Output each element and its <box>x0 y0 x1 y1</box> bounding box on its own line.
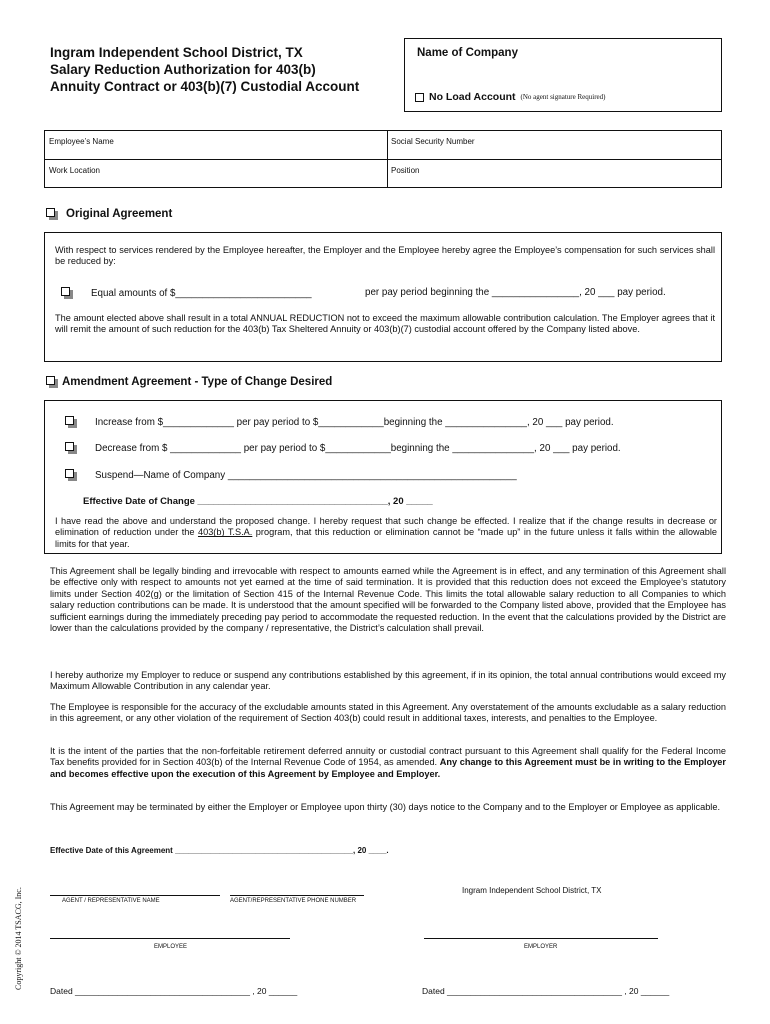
annual-reduction-note: The amount elected above shall result in a total ANNUAL REDUCTION not to exceed the maximum allowable contribution calculation. The Employer agrees that it will remit the amount of such reduction for the 403(b) Tax Sheltered Annuity or 403(b)(7) custodial account offered by the Company listed above. <box>55 313 715 335</box>
amendment-title: Amendment Agreement - Type of Change Desired <box>62 376 333 388</box>
suspend-row <box>65 469 517 481</box>
decrease-checkbox[interactable] <box>65 442 77 454</box>
decrease-row <box>65 442 621 454</box>
increase-row <box>65 416 614 428</box>
original-agreement-heading <box>46 208 172 220</box>
title-line-3: Annuity Contract or 403(b)(7) Custodial Account <box>50 79 360 94</box>
original-agreement-box <box>44 232 722 362</box>
read-note-text: I have read the above and understand the proposed change. I hereby request that such change be effected. I realize that if the change results in decrease or elimination of reduction under the <box>55 516 717 538</box>
employee-info-table <box>44 130 722 188</box>
read-note-text-end: program, that this reduction or elimination cannot be “made up” in the future unless it falls within the allowable limits for that year. <box>55 527 717 549</box>
table-divider <box>45 159 721 160</box>
amendment-heading <box>46 376 332 388</box>
employee-label: EMPLOYEE <box>154 944 188 950</box>
equal-amounts-row <box>61 287 312 299</box>
employer-dated-field[interactable]: Dated _____________________________________ , 20 ______ <box>422 986 670 996</box>
employer-signature-line[interactable] <box>424 938 658 939</box>
agent-name-label: AGENT / REPRESENTATIVE NAME <box>62 898 160 904</box>
position-label: Position <box>391 166 420 175</box>
authorize-paragraph: I hereby authorize my Employer to reduce or suspend any contributions established by this agreement, if in its opinion, the total annual contributions would exceed my Maximum Allowable Contribution in any calendar year. <box>50 670 726 692</box>
work-location-label: Work Location <box>49 166 100 175</box>
effective-agreement-date: Effective Date of this Agreement ________________________________________, 20 ____. <box>50 846 389 855</box>
tsa-link-text: 403(b) T.S.A. <box>197 527 253 538</box>
original-agreement-title: Original Agreement <box>66 208 173 220</box>
original-intro-text: With respect to services rendered by the Employee hereafter, the Employer and the Employee hereby agree the Employee’s compensation for such services shall be reduced by: <box>55 245 715 267</box>
form-title <box>50 44 359 95</box>
original-agreement-checkbox[interactable] <box>46 208 58 220</box>
employee-dated-field[interactable]: Dated _____________________________________ , 20 ______ <box>50 986 298 996</box>
equal-amounts-checkbox[interactable] <box>61 287 73 299</box>
district-name-signature: Ingram Independent School District, TX <box>462 886 602 895</box>
intent-paragraph <box>50 746 726 780</box>
decrease-text: Decrease from $ _____________ per pay period to $____________beginning the _______________, 20 ___ pay period. <box>95 442 621 454</box>
intent-bold-text: Any change to this Agreement must be in writing to the Employer and becomes effective upon the execution of this Agreement by Employee and Employer. <box>50 757 726 779</box>
agent-phone-line[interactable] <box>230 895 364 896</box>
company-name-label: Name of Company <box>417 47 518 59</box>
read-understand-note <box>55 516 717 550</box>
suspend-checkbox[interactable] <box>65 469 77 481</box>
amendment-checkbox[interactable] <box>46 376 58 388</box>
title-line-2: Salary Reduction Authorization for 403(b) <box>50 62 316 77</box>
no-load-row <box>415 91 605 103</box>
equal-amounts-text: Equal amounts of $_________________________ <box>91 287 312 299</box>
employer-label: EMPLOYER <box>524 944 558 950</box>
responsibility-paragraph: The Employee is responsible for the accuracy of the excludable amounts stated in this Agreement. Any overstatement of the amounts excludable as a salary reduction in this agreement, or any other violation of the requirement of Section 403(b) could result in additional taxes, interests, and penalties to the Employee. <box>50 702 726 724</box>
effective-change-date: Effective Date of Change ____________________________________, 20 _____ <box>83 496 433 507</box>
binding-paragraph: This Agreement shall be legally binding and irrevocable with respect to amounts earned while the Agreement is in effect, and any termination of this Agreement shall be effective only with respect to amounts not yet earned at the time of said termination. It is provided that this reduction does not exceed the Employee’s statutory limits under Section 402(g) or the limitation of Section 415 of the Internal Revenue Code. This limits the total allowable salary reduction to all Companies to which salary reduction contributions can be made. It is understood that the amount specified will be forwarded to the Company listed above, provided that the Employee has sufficient earnings during the immediately preceding pay period to accommodate the requested reduction. In the event that the calculations provided by the District are lower than the calculations provided by the company / representative, the District’s calculation shall prevail. <box>50 566 726 634</box>
amendment-box <box>44 400 722 554</box>
increase-text: Increase from $_____________ per pay period to $____________beginning the _______________, 20 ___ pay period. <box>95 416 614 428</box>
no-load-checkbox[interactable] <box>415 93 424 102</box>
copyright-notice: Copyright © 2014 TSACG, Inc. <box>14 887 23 990</box>
agent-name-line[interactable] <box>50 895 220 896</box>
suspend-text: Suspend—Name of Company _____________________________________________________ <box>95 469 517 481</box>
agent-phone-label: AGENT/REPRESENTATIVE PHONE NUMBER <box>230 898 357 904</box>
increase-checkbox[interactable] <box>65 416 77 428</box>
employee-name-label: Employee’s Name <box>49 137 114 146</box>
title-line-1: Ingram Independent School District, TX <box>50 45 303 60</box>
employee-signature-line[interactable] <box>50 938 290 939</box>
per-pay-period-text: per pay period beginning the ________________, 20 ___ pay period. <box>365 287 666 298</box>
ssn-label: Social Security Number <box>391 137 475 146</box>
company-box <box>404 38 722 112</box>
termination-paragraph: This Agreement may be terminated by either the Employer or Employee upon thirty (30) days notice to the Company and to the Employer or Employee as applicable. <box>50 802 721 812</box>
no-load-label: No Load Account <box>429 91 516 103</box>
table-divider <box>387 131 388 187</box>
intent-text: It is the intent of the parties that the non-forfeitable retirement deferred annuity or custodial contract pursuant to this Agreement shall qualify for the Federal Income Tax benefits provided for in Section 403(b) of the Internal Revenue Code of 1954, as amended. <box>50 746 726 768</box>
no-load-note: (No agent signature Required) <box>520 93 606 101</box>
